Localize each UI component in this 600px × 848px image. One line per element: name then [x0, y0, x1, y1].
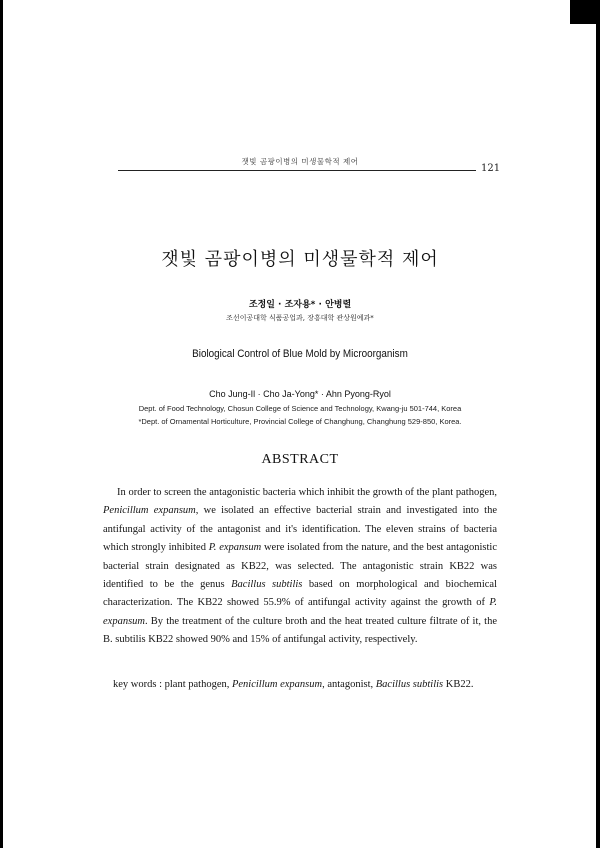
abstract-text: In order to screen the antagonistic bacteria which inhibit the growth of the plant pathogen,	[117, 487, 497, 498]
keywords-separator: , antagonist,	[322, 679, 376, 690]
affiliation-english-1: Dept. of Food Technology, Chosun College of Science and Technology, Kwang-ju 501-744, Korea	[138, 404, 462, 413]
paper-title-korean: 잿빛 곰팡이병의 미생물학적 제어	[161, 249, 439, 270]
scan-corner-shadow	[570, 0, 600, 24]
abstract-text: , we isolated an effective bacterial strain and investigated into the antifungal activity of the antagonist and it's identification. The eleven strains of bacteria which strongly inhibited	[103, 505, 498, 554]
abstract-text: . By the treatment of the culture broth and the heat treated culture filtrate of it, the B. subtilis KB22 showed 90% and 15% of antifungal activity, respectively.	[103, 615, 497, 646]
keywords-prefix: key words : plant pathogen,	[113, 679, 232, 690]
running-header: 잿빛 곰팡이병의 미생물학적 제어	[241, 157, 359, 166]
keywords-suffix: KB22.	[443, 679, 474, 690]
species-name: Penicillum expansum	[103, 505, 196, 517]
affiliation-english-2: *Dept. of Ornamental Horticulture, Provincial College of Changhung, Changhung 529-850, Korea.	[138, 417, 462, 426]
abstract-text: based on morphological and biochemical characterization. The KB22 showed 55.9% of antifungal activity against the growth of	[103, 579, 497, 609]
page-number: 121	[481, 163, 501, 174]
header-rule	[118, 170, 476, 171]
keyword-species: Penicillum expansum	[231, 679, 323, 690]
species-name: P. expansum	[208, 542, 262, 554]
authors-korean: 조정일 · 조자용* · 안병렬	[248, 300, 352, 310]
abstract-heading: ABSTRACT	[261, 452, 339, 467]
authors-english: Cho Jung-Il · Cho Ja-Yong* · Ahn Pyong-Ryol	[209, 389, 391, 399]
keywords-line	[113, 679, 513, 690]
abstract-text: were isolated from the nature, and the best antagonistic bacterial strain designated as KB22, was selected. The antagonistic strain KB22 was identified to be the genus	[103, 542, 497, 591]
abstract-paragraph	[103, 484, 497, 650]
species-name: Bacillus subtilis	[231, 579, 303, 591]
keyword-species: Bacillus subtilis	[375, 679, 444, 690]
abstract-body	[103, 484, 497, 650]
species-name: P. expansum	[103, 597, 497, 627]
affiliation-korean: 조선이공대학 식품공업과, 장흥대학 관상원예과*	[226, 314, 374, 322]
paper-title-english: Biological Control of Blue Mold by Microorganism	[192, 348, 408, 360]
